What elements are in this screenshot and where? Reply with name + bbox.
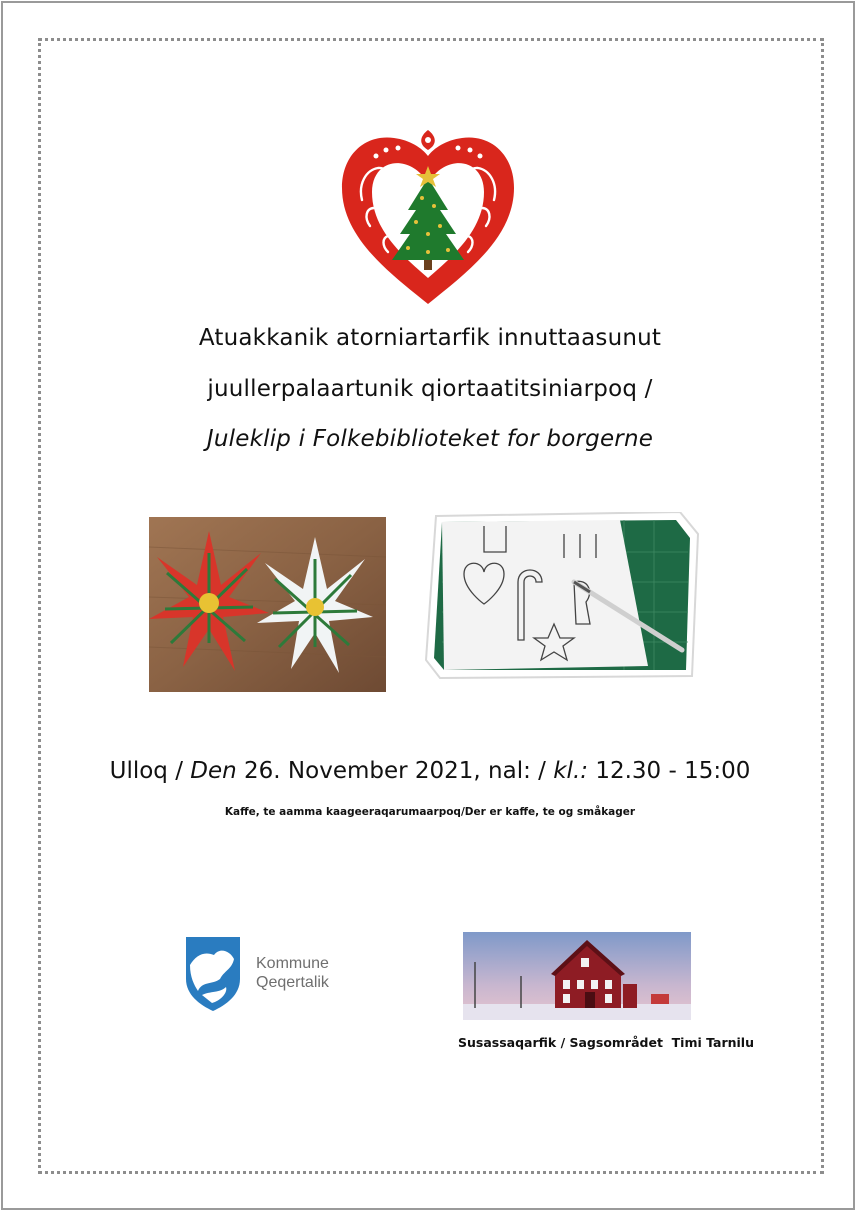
title-line-3: Juleklip i Folkebiblioteket for borgerne (206, 426, 654, 452)
title-line-1: Atuakkanik atorniartarfik innuttaasunut (198, 325, 662, 351)
kommune-line2: Qeqertalik (256, 974, 329, 991)
bead-stars-photo (149, 517, 386, 692)
department-caption: Susassaqarfik / Sagsområdet Timi Tarnilu (458, 1035, 754, 1050)
day-label-da: Den (190, 758, 237, 784)
kommune-line1: Kommune (256, 955, 329, 972)
separator: / (167, 758, 191, 784)
kommune-logo-text (256, 954, 329, 992)
refreshments-note: Kaffe, te aamma kaageeraqarumaarpoq/Der er kaffe, te og småkager (224, 806, 636, 818)
paper-cutting-photo (424, 512, 700, 680)
day-label-kl: Ulloq (109, 758, 168, 784)
kommune-qeqertalik-shield-icon (184, 935, 242, 1012)
event-date-line (0, 758, 860, 784)
event-time: 12.30 - 15:00 (588, 758, 751, 784)
time-label-da: kl.: (553, 758, 589, 784)
title-line-2: juullerpalaartunik qiortaatitsiniarpoq / (207, 376, 653, 402)
heart-christmas-tree-icon (336, 126, 520, 308)
red-house-photo (463, 932, 691, 1020)
event-date: 26. November 2021, nal: / (236, 758, 554, 784)
